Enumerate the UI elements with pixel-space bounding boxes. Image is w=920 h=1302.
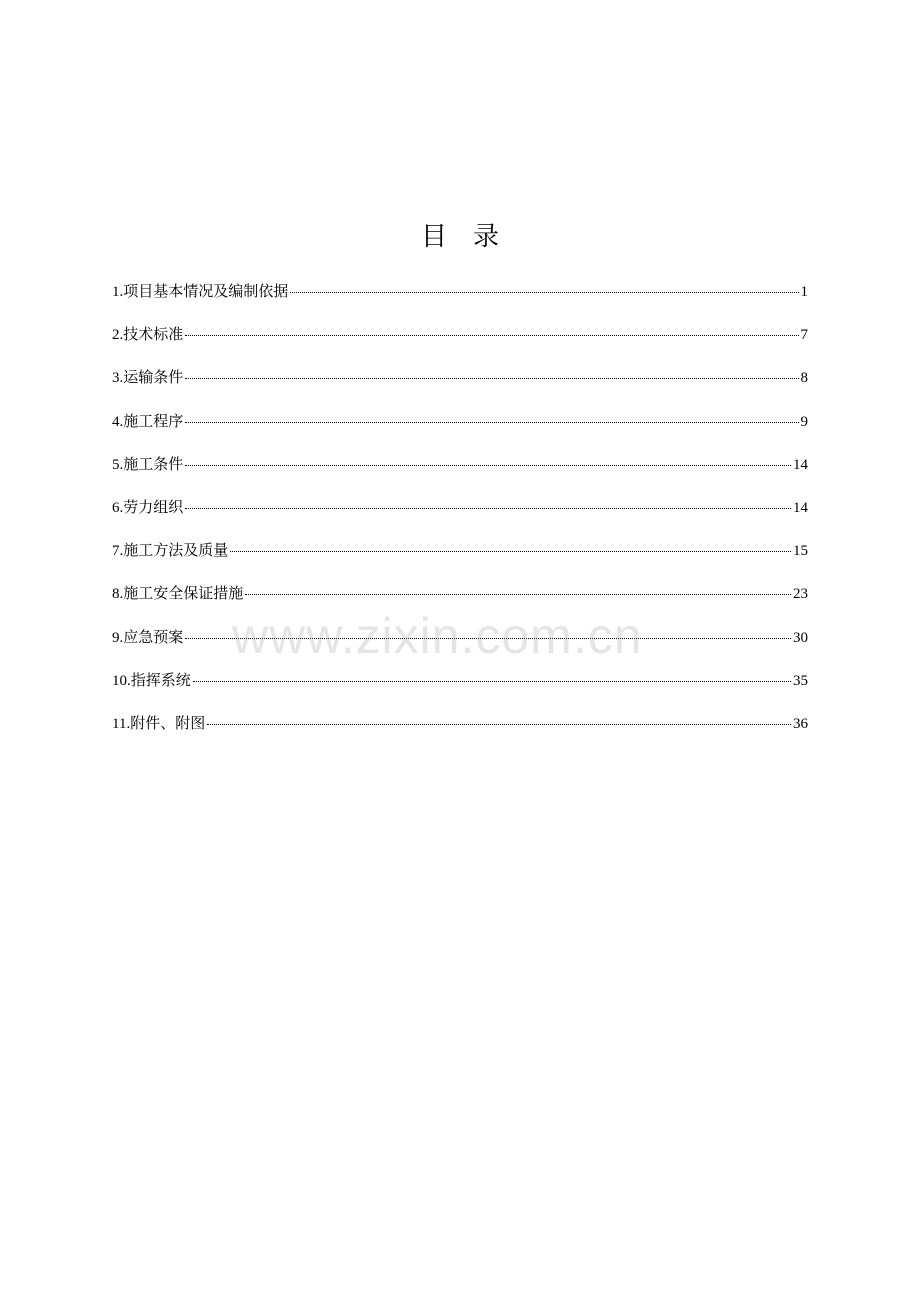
toc-entry-page: 15 xyxy=(793,543,808,560)
toc-entry-page: 14 xyxy=(793,456,808,473)
toc-entry-3[interactable] xyxy=(112,364,808,407)
toc-entry-1[interactable] xyxy=(112,278,808,321)
toc-entry-label: 劳力组织 xyxy=(123,497,184,516)
toc-entry-page: 35 xyxy=(793,672,808,689)
toc-entry-page: 30 xyxy=(793,629,808,646)
toc-entry-page: 14 xyxy=(793,499,808,516)
toc-entry-9[interactable] xyxy=(112,624,808,667)
toc-dot-leader xyxy=(185,334,798,336)
toc-dot-leader xyxy=(185,421,798,423)
toc-dot-leader xyxy=(185,464,791,466)
toc-dot-leader xyxy=(230,550,791,552)
toc-entry-11[interactable] xyxy=(112,710,808,753)
toc-entry-4[interactable] xyxy=(112,408,808,451)
toc-entry-10[interactable] xyxy=(112,667,808,710)
toc-entry-5[interactable] xyxy=(112,451,808,494)
toc-entry-page: 23 xyxy=(793,586,808,603)
toc-entry-page: 7 xyxy=(800,327,808,344)
toc-entry-label: 运输条件 xyxy=(123,368,184,387)
toc-entry-6[interactable] xyxy=(112,494,808,537)
toc-dot-leader xyxy=(185,637,791,639)
toc-entry-label: 施工程序 xyxy=(123,411,184,430)
toc-entry-label: 指挥系统 xyxy=(130,670,191,689)
toc-entry-label: 施工安全保证措施 xyxy=(123,584,244,603)
toc-dot-leader xyxy=(245,593,791,595)
toc-entry-8[interactable] xyxy=(112,580,808,623)
toc-entry-number: 11. xyxy=(112,715,131,732)
toc-entry-number: 8. xyxy=(112,586,124,603)
toc-entry-number: 1. xyxy=(112,284,124,300)
toc-entry-page: 36 xyxy=(793,715,808,732)
toc-entry-label: 施工条件 xyxy=(123,454,184,473)
toc-dot-leader xyxy=(185,507,791,509)
toc-entry-number: 5. xyxy=(112,456,124,473)
toc-dot-leader xyxy=(207,723,791,725)
toc-entry-label: 附件、附图 xyxy=(130,713,206,732)
toc-entry-7[interactable] xyxy=(112,537,808,580)
toc-entry-2[interactable] xyxy=(112,321,808,364)
toc-entry-page: 8 xyxy=(800,370,808,387)
toc-dot-leader xyxy=(185,377,798,379)
toc-entry-number: 3. xyxy=(112,370,124,387)
toc-entry-label: 应急预案 xyxy=(123,627,184,646)
toc-entry-number: 9. xyxy=(112,629,124,646)
toc-dot-leader xyxy=(290,291,798,293)
toc-entry-number: 10. xyxy=(112,672,131,689)
toc-title-char-2: 录 xyxy=(473,222,500,252)
toc-list xyxy=(112,278,808,753)
toc-title-char-1: 目 xyxy=(420,222,447,252)
toc-entry-page: 9 xyxy=(800,413,808,430)
toc-entry-label: 项目基本情况及编制依据 xyxy=(123,282,289,300)
watermark: www.zixin.com.cn xyxy=(232,608,643,664)
toc-dot-leader xyxy=(193,680,791,682)
toc-entry-page: 1 xyxy=(800,284,808,300)
toc-entry-label: 技术标准 xyxy=(123,325,184,344)
toc-entry-number: 2. xyxy=(112,327,124,344)
toc-entry-number: 4. xyxy=(112,413,124,430)
toc-entry-number: 7. xyxy=(112,543,124,560)
toc-entry-label: 施工方法及质量 xyxy=(123,541,229,560)
toc-entry-number: 6. xyxy=(112,499,124,516)
toc-title xyxy=(0,218,920,256)
